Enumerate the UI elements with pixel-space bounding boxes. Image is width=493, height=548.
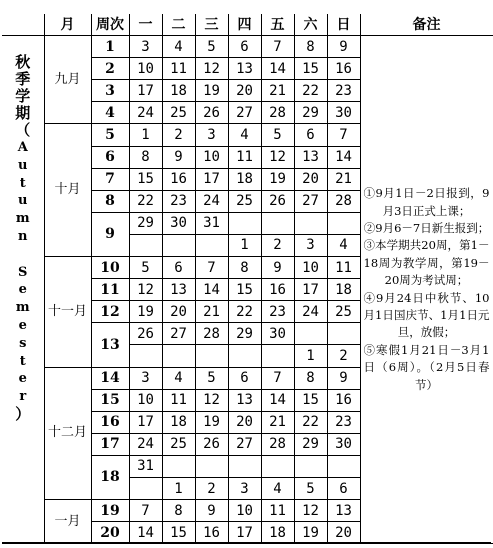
day-cell [162, 234, 195, 256]
day-cell: 6 [294, 124, 327, 146]
day-cell: 9 [327, 36, 360, 58]
note-item: ⑤寒假1月21日－3月1日（6周）。（2月5日春节） [363, 342, 490, 392]
day-cell: 1 [129, 124, 162, 146]
month-label: 九月 [44, 36, 91, 124]
day-cell: 17 [294, 279, 327, 301]
day-cell: 20 [228, 80, 261, 102]
day-cell: 12 [129, 279, 162, 301]
day-cell: 22 [129, 190, 162, 212]
week-number: 17 [91, 433, 129, 455]
day-cell: 21 [327, 168, 360, 190]
day-cell: 8 [129, 146, 162, 168]
day-cell: 21 [261, 80, 294, 102]
day-cell: 5 [195, 36, 228, 58]
day-cell: 15 [162, 522, 195, 544]
day-cell: 31 [129, 455, 162, 477]
week-number: 18 [91, 455, 129, 499]
day-cell: 3 [129, 36, 162, 58]
day-cell: 13 [162, 279, 195, 301]
day-cell: 9 [195, 500, 228, 522]
day-cell: 22 [294, 411, 327, 433]
day-cell: 7 [195, 257, 228, 279]
week-number: 4 [91, 102, 129, 124]
day-cell: 8 [162, 500, 195, 522]
week-number: 8 [91, 190, 129, 212]
day-cell: 15 [129, 168, 162, 190]
day-cell: 26 [129, 323, 162, 345]
day-cell [129, 234, 162, 256]
day-cell: 8 [228, 257, 261, 279]
day-cell: 23 [327, 80, 360, 102]
day-cell: 10 [129, 58, 162, 80]
day-cell: 13 [228, 389, 261, 411]
day-cell [162, 345, 195, 367]
day-cell: 11 [327, 257, 360, 279]
day-cell: 14 [129, 522, 162, 544]
corner-cell [2, 14, 44, 36]
header-weekday: 一 [129, 14, 162, 36]
month-label: 十二月 [44, 367, 91, 500]
day-cell: 19 [261, 168, 294, 190]
day-cell: 4 [228, 124, 261, 146]
day-cell: 6 [228, 367, 261, 389]
day-cell: 24 [129, 433, 162, 455]
week-number: 15 [91, 389, 129, 411]
week-number: 10 [91, 257, 129, 279]
day-cell: 29 [294, 433, 327, 455]
day-cell: 5 [294, 477, 327, 499]
day-cell: 14 [195, 279, 228, 301]
day-cell: 18 [162, 411, 195, 433]
day-cell: 18 [162, 80, 195, 102]
day-cell: 19 [294, 522, 327, 544]
day-cell: 14 [327, 146, 360, 168]
day-cell [228, 455, 261, 477]
day-cell: 15 [228, 279, 261, 301]
day-cell: 17 [129, 411, 162, 433]
day-cell: 26 [195, 102, 228, 124]
day-cell: 16 [195, 522, 228, 544]
day-cell: 21 [195, 301, 228, 323]
day-cell: 23 [261, 301, 294, 323]
day-cell: 11 [162, 58, 195, 80]
day-cell: 12 [294, 500, 327, 522]
week-number: 6 [91, 146, 129, 168]
day-cell [327, 323, 360, 345]
note-item: ①9月1日－2日报到，9月3日正式上课； [363, 186, 490, 218]
day-cell: 29 [294, 102, 327, 124]
notes-cell [360, 36, 493, 544]
day-cell: 29 [228, 323, 261, 345]
day-cell: 16 [327, 58, 360, 80]
day-cell: 27 [228, 102, 261, 124]
day-cell: 11 [162, 389, 195, 411]
day-cell: 25 [162, 433, 195, 455]
semester-en: A u t u m n S e m e s t e r [15, 140, 30, 405]
header-weekday: 四 [228, 14, 261, 36]
day-cell: 2 [327, 345, 360, 367]
day-cell: 9 [261, 257, 294, 279]
day-cell: 24 [294, 301, 327, 323]
day-cell: 20 [228, 411, 261, 433]
week-number: 11 [91, 279, 129, 301]
day-cell: 11 [261, 500, 294, 522]
day-cell: 10 [294, 257, 327, 279]
month-label: 一月 [44, 500, 91, 544]
week-number: 14 [91, 367, 129, 389]
note-item: ④9月24日中秋节、10月1日国庆节、1月1日元旦，放假； [363, 290, 490, 340]
week-number: 3 [91, 80, 129, 102]
day-cell: 26 [195, 433, 228, 455]
note-item: ②9月6－7日新生报到； [363, 221, 490, 236]
day-cell [195, 345, 228, 367]
day-cell [327, 212, 360, 234]
day-cell [261, 455, 294, 477]
day-cell [294, 323, 327, 345]
header-weekday: 日 [327, 14, 360, 36]
day-cell [129, 345, 162, 367]
week-number: 9 [91, 212, 129, 256]
day-cell: 19 [195, 80, 228, 102]
day-cell: 28 [261, 102, 294, 124]
day-cell: 25 [228, 190, 261, 212]
day-cell [228, 212, 261, 234]
day-cell [228, 345, 261, 367]
week-number: 20 [91, 522, 129, 544]
week-number: 16 [91, 411, 129, 433]
day-cell: 27 [228, 433, 261, 455]
day-cell [327, 455, 360, 477]
day-cell: 9 [327, 367, 360, 389]
day-cell: 7 [261, 36, 294, 58]
bottom-rule [2, 542, 491, 543]
week-number: 13 [91, 323, 129, 367]
day-cell: 16 [162, 168, 195, 190]
week-number: 7 [91, 168, 129, 190]
day-cell: 4 [261, 477, 294, 499]
week-number: 19 [91, 500, 129, 522]
day-cell: 2 [195, 477, 228, 499]
day-cell: 22 [228, 301, 261, 323]
semester-paren-close: ） [15, 405, 31, 424]
day-cell: 1 [162, 477, 195, 499]
header-row [2, 14, 493, 36]
day-cell: 18 [228, 168, 261, 190]
day-cell: 19 [129, 301, 162, 323]
day-cell: 28 [195, 323, 228, 345]
day-cell: 12 [195, 389, 228, 411]
day-cell: 1 [228, 234, 261, 256]
day-cell: 4 [162, 36, 195, 58]
header-weekday: 二 [162, 14, 195, 36]
day-cell: 30 [261, 323, 294, 345]
day-cell: 25 [162, 102, 195, 124]
day-cell: 20 [162, 301, 195, 323]
day-cell [195, 234, 228, 256]
day-cell: 8 [294, 367, 327, 389]
day-cell: 3 [129, 367, 162, 389]
day-cell: 10 [195, 146, 228, 168]
semester-zh: 秋 季 学 期 [15, 53, 31, 123]
day-cell: 10 [228, 500, 261, 522]
day-cell: 13 [294, 146, 327, 168]
day-cell: 30 [162, 212, 195, 234]
header-week: 周次 [91, 14, 129, 36]
header-weekday: 六 [294, 14, 327, 36]
day-cell: 6 [327, 477, 360, 499]
week-number: 12 [91, 301, 129, 323]
day-cell: 1 [294, 345, 327, 367]
day-cell: 17 [129, 80, 162, 102]
day-cell: 28 [261, 433, 294, 455]
day-cell [195, 455, 228, 477]
day-cell [294, 212, 327, 234]
day-cell: 5 [195, 367, 228, 389]
day-cell: 10 [129, 389, 162, 411]
day-cell: 18 [327, 279, 360, 301]
day-cell: 6 [228, 36, 261, 58]
day-cell: 14 [261, 58, 294, 80]
semester-paren-open: （ [15, 121, 31, 140]
semester-calendar-table [2, 14, 493, 544]
day-cell: 21 [261, 411, 294, 433]
day-cell [162, 455, 195, 477]
month-label: 十一月 [44, 257, 91, 367]
day-cell [129, 477, 162, 499]
day-cell: 30 [327, 102, 360, 124]
day-cell: 29 [129, 212, 162, 234]
day-cell: 13 [228, 58, 261, 80]
day-cell: 27 [294, 190, 327, 212]
day-cell: 24 [129, 102, 162, 124]
day-cell: 14 [261, 389, 294, 411]
calendar-row [2, 36, 493, 58]
day-cell: 20 [327, 522, 360, 544]
header-notes: 备注 [360, 14, 493, 36]
day-cell: 3 [294, 234, 327, 256]
day-cell: 12 [261, 146, 294, 168]
day-cell: 2 [162, 124, 195, 146]
day-cell: 13 [327, 500, 360, 522]
day-cell [261, 345, 294, 367]
day-cell [294, 455, 327, 477]
day-cell: 16 [327, 389, 360, 411]
day-cell: 27 [162, 323, 195, 345]
day-cell: 17 [228, 522, 261, 544]
day-cell: 30 [327, 433, 360, 455]
day-cell: 4 [327, 234, 360, 256]
day-cell: 19 [195, 411, 228, 433]
day-cell: 7 [327, 124, 360, 146]
day-cell: 5 [129, 257, 162, 279]
day-cell: 22 [294, 80, 327, 102]
day-cell: 20 [294, 168, 327, 190]
day-cell: 26 [261, 190, 294, 212]
day-cell: 9 [162, 146, 195, 168]
day-cell: 11 [228, 146, 261, 168]
day-cell: 5 [261, 124, 294, 146]
week-number: 1 [91, 36, 129, 58]
header-weekday: 五 [261, 14, 294, 36]
day-cell: 25 [327, 301, 360, 323]
day-cell: 12 [195, 58, 228, 80]
day-cell: 23 [162, 190, 195, 212]
day-cell: 24 [195, 190, 228, 212]
header-month: 月 [44, 14, 91, 36]
day-cell: 3 [195, 124, 228, 146]
day-cell: 16 [261, 279, 294, 301]
day-cell: 23 [327, 411, 360, 433]
header-weekday: 三 [195, 14, 228, 36]
day-cell: 2 [261, 234, 294, 256]
day-cell: 7 [129, 500, 162, 522]
day-cell [261, 212, 294, 234]
semester-label [2, 36, 44, 544]
week-number: 2 [91, 58, 129, 80]
day-cell: 18 [261, 522, 294, 544]
day-cell: 7 [261, 367, 294, 389]
day-cell: 8 [294, 36, 327, 58]
calendar-wrapper [2, 14, 491, 544]
day-cell: 3 [228, 477, 261, 499]
day-cell: 4 [162, 367, 195, 389]
week-number: 5 [91, 124, 129, 146]
day-cell: 15 [294, 58, 327, 80]
day-cell: 6 [162, 257, 195, 279]
day-cell: 15 [294, 389, 327, 411]
day-cell: 31 [195, 212, 228, 234]
day-cell: 28 [327, 190, 360, 212]
month-label: 十月 [44, 124, 91, 257]
note-item: ③本学期共20周，第1－18周为教学周，第19－20周为考试周； [363, 238, 490, 288]
day-cell: 17 [195, 168, 228, 190]
